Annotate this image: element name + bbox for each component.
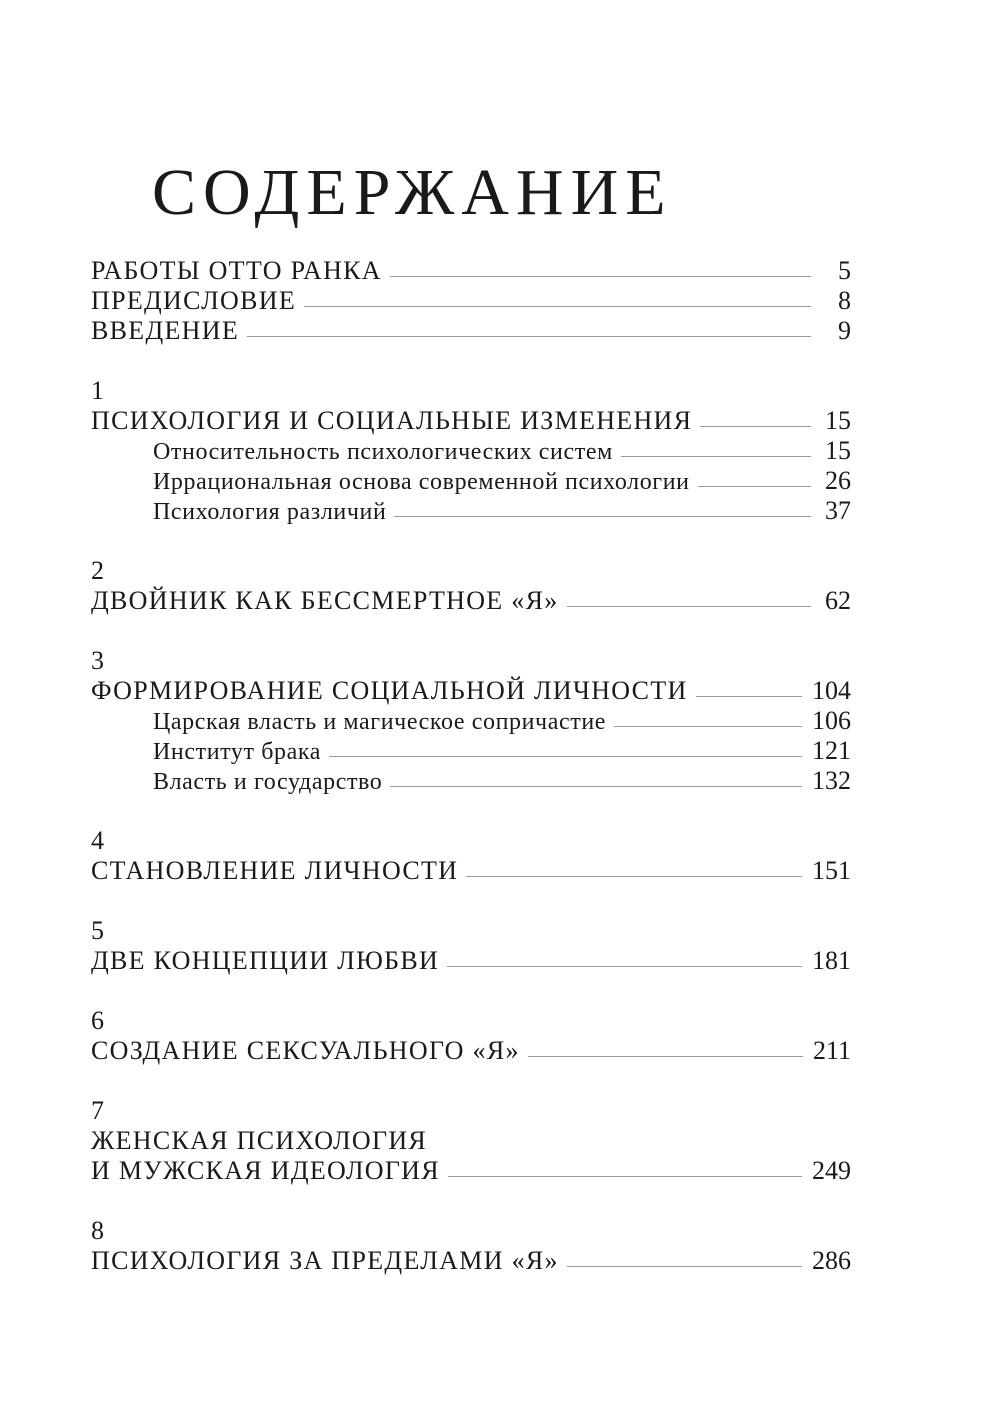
chapter-1 xyxy=(91,376,851,526)
chapter-5 xyxy=(91,916,851,976)
entry-title: ПСИХОЛОГИЯ И СОЦИАЛЬНЫЕ ИЗМЕНЕНИЯ xyxy=(91,406,693,435)
entry-title: Власть и государство xyxy=(153,769,383,795)
entry-title: Психология различий xyxy=(153,499,387,525)
toc-entry-section[interactable] xyxy=(91,496,851,526)
entry-page-number: 8 xyxy=(838,286,851,315)
toc-entry-preface[interactable] xyxy=(91,286,851,316)
toc-entry-chapter-5[interactable] xyxy=(91,946,851,976)
chapter-4 xyxy=(91,826,851,886)
toc-entry-section[interactable] xyxy=(91,466,851,496)
entry-page-number: 249 xyxy=(812,1156,851,1185)
toc-entry-section[interactable] xyxy=(91,706,851,736)
leader-line xyxy=(466,876,802,877)
chapter-number: 3 xyxy=(91,646,104,675)
chapter-number: 6 xyxy=(91,1006,104,1035)
toc-entry-chapter-2[interactable] xyxy=(91,586,851,616)
entry-page-number: 286 xyxy=(812,1246,851,1275)
leader-line xyxy=(700,426,811,427)
leader-line xyxy=(447,966,802,967)
leader-line xyxy=(390,276,811,277)
chapter-number: 4 xyxy=(91,826,104,855)
toc-entry-chapter-1[interactable] xyxy=(91,406,851,436)
chapter-8 xyxy=(91,1216,851,1276)
leader-line xyxy=(394,516,811,517)
entry-title: РАБОТЫ ОТТО РАНКА xyxy=(91,256,382,285)
entry-title: ДВОЙНИК КАК БЕССМЕРТНОЕ «Я» xyxy=(91,586,559,615)
entry-page-number: 15 xyxy=(825,406,851,435)
toc-entry-chapter-3[interactable] xyxy=(91,676,851,706)
chapter-3 xyxy=(91,646,851,796)
chapter-number: 2 xyxy=(91,556,104,585)
entry-title: Относительность психологических систем xyxy=(153,439,613,465)
entry-page-number: 132 xyxy=(812,766,851,795)
toc-entry-introduction[interactable] xyxy=(91,316,851,346)
toc-entry-chapter-8[interactable] xyxy=(91,1246,851,1276)
entry-title: Царская власть и магическое сопричастие xyxy=(153,709,607,735)
chapter-2 xyxy=(91,556,851,616)
entry-title: ПРЕДИСЛОВИЕ xyxy=(91,286,297,315)
leader-line xyxy=(696,696,802,697)
entry-page-number: 181 xyxy=(812,946,851,975)
entry-page-number: 26 xyxy=(825,466,851,495)
entry-title: Институт брака xyxy=(153,739,322,765)
entry-page-number: 106 xyxy=(812,706,851,735)
toc-entry-chapter-4[interactable] xyxy=(91,856,851,886)
toc-entry-section[interactable] xyxy=(91,736,851,766)
entry-page-number: 5 xyxy=(838,256,851,285)
entry-page-number: 37 xyxy=(825,496,851,525)
page-title: СОДЕРЖАНИЕ xyxy=(152,156,673,229)
leader-line xyxy=(528,1056,803,1057)
entry-title: Иррациональная основа современной психологии xyxy=(153,469,690,495)
entry-title: И МУЖСКАЯ ИДЕОЛОГИЯ xyxy=(91,1156,440,1185)
entry-page-number: 211 xyxy=(812,1036,851,1065)
leader-line xyxy=(567,1266,802,1267)
leader-line xyxy=(621,456,811,457)
leader-line xyxy=(698,486,811,487)
leader-line xyxy=(567,606,811,607)
toc-entry-section[interactable] xyxy=(91,436,851,466)
entry-title: СОЗДАНИЕ СЕКСУАЛЬНОГО «Я» xyxy=(91,1036,520,1065)
leader-line xyxy=(329,756,802,757)
toc-entry-works[interactable] xyxy=(91,256,851,286)
leader-line xyxy=(247,336,811,337)
leader-line xyxy=(390,786,802,787)
chapter-7 xyxy=(91,1096,851,1186)
entry-page-number: 104 xyxy=(812,676,851,705)
leader-line xyxy=(304,306,811,307)
entry-page-number: 9 xyxy=(838,316,851,345)
toc-entry-section[interactable] xyxy=(91,766,851,796)
entry-title: ПСИХОЛОГИЯ ЗА ПРЕДЕЛАМИ «Я» xyxy=(91,1246,559,1275)
toc-entry-chapter-6[interactable] xyxy=(91,1036,851,1066)
chapter-number: 7 xyxy=(91,1096,104,1125)
entry-page-number: 151 xyxy=(812,856,851,885)
chapter-6 xyxy=(91,1006,851,1066)
entry-title: ДВЕ КОНЦЕПЦИИ ЛЮБВИ xyxy=(91,946,440,975)
entry-title: ФОРМИРОВАНИЕ СОЦИАЛЬНОЙ ЛИЧНОСТИ xyxy=(91,676,688,705)
entry-title: СТАНОВЛЕНИЕ ЛИЧНОСТИ xyxy=(91,856,459,885)
entry-title: ВВЕДЕНИЕ xyxy=(91,316,240,345)
chapter-number: 5 xyxy=(91,916,104,945)
entry-page-number: 121 xyxy=(812,736,851,765)
table-of-contents xyxy=(91,256,851,1276)
toc-entry-chapter-7[interactable] xyxy=(91,1156,851,1186)
entry-page-number: 15 xyxy=(825,436,851,465)
entry-page-number: 62 xyxy=(825,586,851,615)
front-matter xyxy=(91,256,851,346)
leader-line xyxy=(448,1176,802,1177)
chapter-number: 1 xyxy=(91,376,104,405)
entry-title-line-1[interactable]: ЖЕНСКАЯ ПСИХОЛОГИЯ xyxy=(91,1126,428,1155)
chapter-number: 8 xyxy=(91,1216,104,1245)
leader-line xyxy=(614,726,802,727)
